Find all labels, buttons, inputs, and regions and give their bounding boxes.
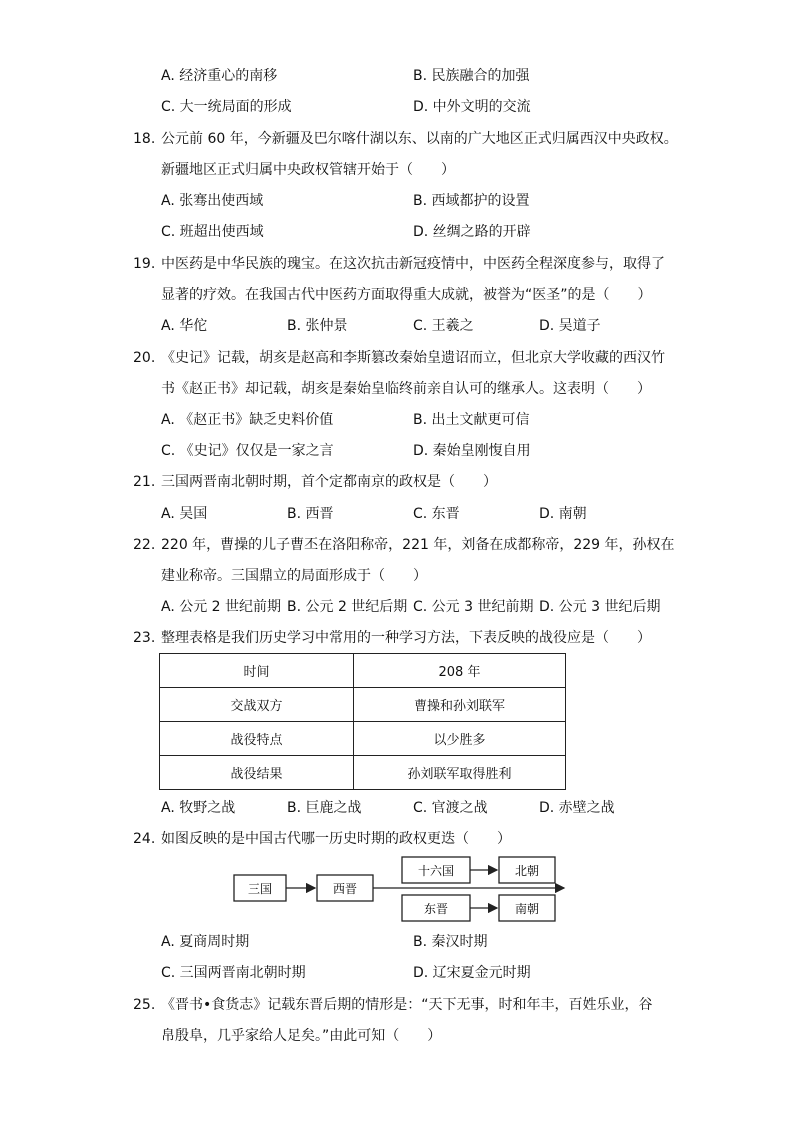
question-stem-line: 显著的疗效。在我国古代中医药方面取得重大成就，被誉为“医圣”的是（ ） [161, 287, 652, 303]
box-label: 西晋 [332, 882, 358, 896]
table-cell: 曹操和孙刘联军 [354, 688, 566, 722]
q23-option-a[interactable]: A. 牧野之战 [161, 800, 236, 816]
q23-option-b[interactable]: B. 巨鹿之战 [287, 800, 362, 816]
question-stem-line: 公元前 60 年，今新疆及巴尔喀什湖以东、以南的广大地区正式归属西汉中央政权。 [161, 131, 678, 147]
question-stem-line: 三国两晋南北朝时期，首个定都南京的政权是（ ） [161, 474, 497, 490]
q24-option-d[interactable]: D. 辽宋夏金元时期 [413, 965, 531, 981]
q20-option-d[interactable]: D. 秦始皇刚愎自用 [413, 443, 531, 459]
q17-option-b[interactable]: B. 民族融合的加强 [413, 68, 530, 84]
table-cell: 战役特点 [160, 722, 354, 756]
question-stem-line: 《史记》记载，胡亥是赵高和李斯篡改秦始皇遗诏而立，但北京大学收藏的西汉竹 [161, 350, 665, 366]
question-stem-line: 如图反映的是中国古代哪一历史时期的政权更迭（ ） [161, 831, 511, 847]
question-number: 24. [133, 831, 156, 847]
q24-option-b[interactable]: B. 秦汉时期 [413, 934, 488, 950]
table-row [160, 688, 566, 722]
q18-option-a[interactable]: A. 张骞出使西域 [161, 193, 264, 209]
q18-option-d[interactable]: D. 丝绸之路的开辟 [413, 224, 531, 240]
box-label: 北朝 [514, 864, 540, 878]
table-cell: 时间 [160, 654, 354, 688]
q21-option-c[interactable]: C. 东晋 [413, 506, 460, 522]
regime-succession-diagram [230, 855, 570, 925]
q17-option-a[interactable]: A. 经济重心的南移 [161, 68, 278, 84]
q24-option-a[interactable]: A. 夏商周时期 [161, 934, 250, 950]
q17-option-d[interactable]: D. 中外文明的交流 [413, 99, 531, 115]
question-number: 18. [133, 131, 156, 147]
q21-option-b[interactable]: B. 西晋 [287, 506, 334, 522]
q20-option-b[interactable]: B. 出土文献更可信 [413, 412, 530, 428]
box-label: 三国 [247, 882, 273, 896]
table-cell: 208 年 [354, 654, 566, 688]
q19-option-c[interactable]: C. 王羲之 [413, 318, 474, 334]
question-number: 20. [133, 350, 156, 366]
question-stem-line: 中医药是中华民族的瑰宝。在这次抗击新冠疫情中，中医药全程深度参与，取得了 [161, 256, 665, 272]
question-stem-line: 书《赵正书》却记载，胡亥是秦始皇临终前亲自认可的继承人。这表明（ ） [161, 381, 651, 397]
q22-option-c[interactable]: C. 公元 3 世纪前期 [413, 599, 534, 615]
q19-option-a[interactable]: A. 华佗 [161, 318, 208, 334]
q23-option-d[interactable]: D. 赤壁之战 [539, 800, 615, 816]
question-stem-line: 帛殷阜，几乎家给人足矣。”由此可知（ ） [161, 1028, 442, 1044]
q21-option-d[interactable]: D. 南朝 [539, 506, 587, 522]
question-number: 22. [133, 537, 156, 553]
box-label: 东晋 [423, 902, 449, 916]
q17-option-c[interactable]: C. 大一统局面的形成 [161, 99, 292, 115]
q24-option-c[interactable]: C. 三国两晋南北朝时期 [161, 965, 306, 981]
q23-option-c[interactable]: C. 官渡之战 [413, 800, 488, 816]
table-row [160, 654, 566, 688]
table-cell: 交战双方 [160, 688, 354, 722]
battle-info-table [159, 653, 566, 790]
table-cell: 孙刘联军取得胜利 [354, 756, 566, 790]
table-cell: 以少胜多 [354, 722, 566, 756]
question-stem-line: 整理表格是我们历史学习中常用的一种学习方法，下表反映的战役应是（ ） [161, 630, 651, 646]
table-row [160, 722, 566, 756]
table-cell: 战役结果 [160, 756, 354, 790]
q20-option-a[interactable]: A. 《赵正书》缺乏史料价值 [161, 412, 334, 428]
question-stem-line: 《晋书•食货志》记载东晋后期的情形是：“天下无事，时和年丰，百姓乐业，谷 [161, 997, 653, 1013]
box-label: 南朝 [514, 902, 540, 916]
question-number: 23. [133, 630, 156, 646]
q18-option-c[interactable]: C. 班超出使西域 [161, 224, 264, 240]
q19-option-b[interactable]: B. 张仲景 [287, 318, 348, 334]
question-stem-line: 新疆地区正式归属中央政权管辖开始于（ ） [161, 162, 455, 178]
table-row [160, 756, 566, 790]
q22-option-d[interactable]: D. 公元 3 世纪后期 [539, 599, 661, 615]
question-number: 25. [133, 997, 156, 1013]
question-stem-line: 建业称帝。三国鼎立的局面形成于（ ） [161, 568, 427, 584]
q18-option-b[interactable]: B. 西域都护的设置 [413, 193, 530, 209]
q22-option-b[interactable]: B. 公元 2 世纪后期 [287, 599, 408, 615]
q21-option-a[interactable]: A. 吴国 [161, 506, 208, 522]
q22-option-a[interactable]: A. 公元 2 世纪前期 [161, 599, 282, 615]
question-stem-line: 220 年，曹操的儿子曹丕在洛阳称帝，221 年，刘备在成都称帝，229 年，孙权在 [161, 537, 675, 553]
question-number: 21. [133, 474, 156, 490]
box-label: 十六国 [417, 864, 455, 878]
q20-option-c[interactable]: C. 《史记》仅仅是一家之言 [161, 443, 334, 459]
question-number: 19. [133, 256, 156, 272]
q19-option-d[interactable]: D. 吴道子 [539, 318, 601, 334]
